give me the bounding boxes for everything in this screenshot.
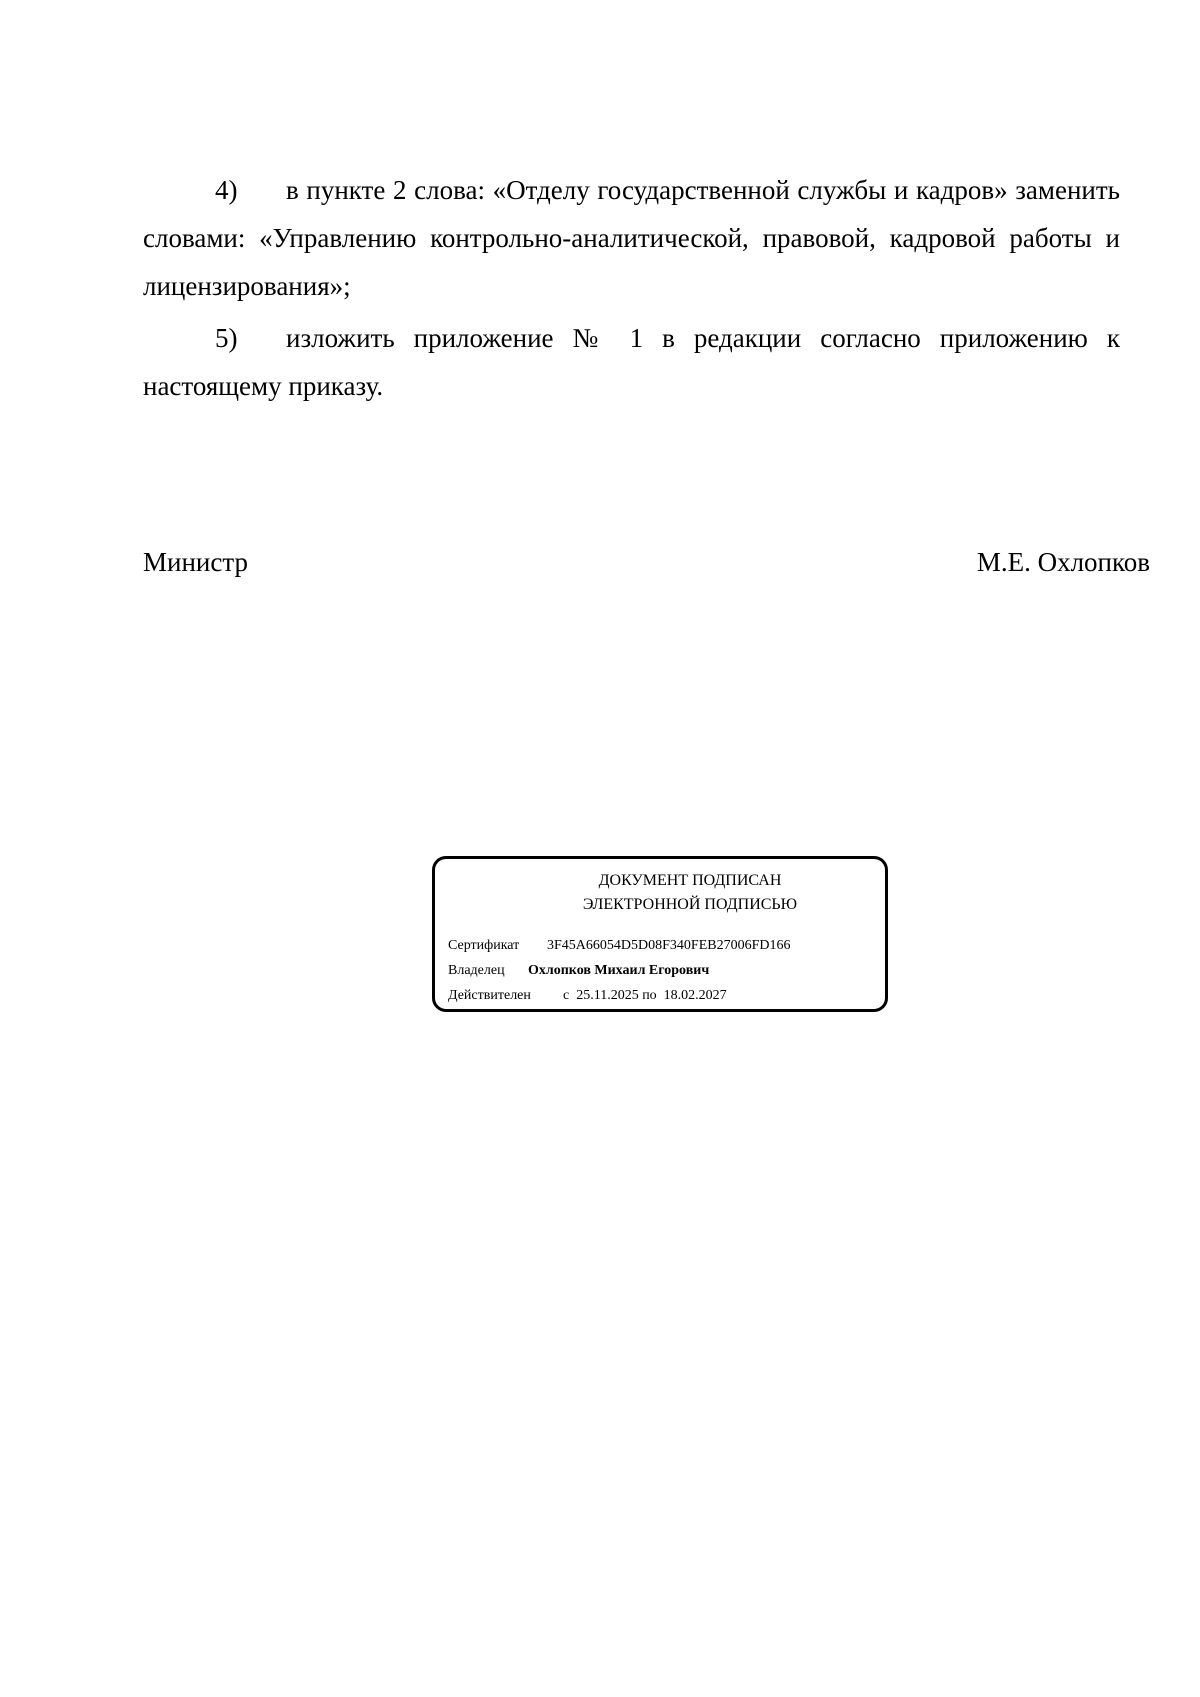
item-number: 4) <box>215 175 238 205</box>
validity-label: Действителен <box>448 988 531 1003</box>
signer-name: М.Е. Охлопков <box>976 547 1150 577</box>
owner-value: Охлопков Михаил Егорович <box>528 963 710 978</box>
owner-label: Владелец <box>448 963 505 978</box>
stamp-title-line: ЭЛЕКТРОННОЙ ПОДПИСЬЮ <box>582 896 798 913</box>
stamp-title-line: ДОКУМЕНТ ПОДПИСАН <box>598 872 782 889</box>
list-item <box>143 166 1120 310</box>
signature-row <box>143 538 1150 586</box>
stamp-owner-row <box>448 961 709 981</box>
item-text: изложить приложение № 1 в редакции согласно приложению к настоящему приказу. <box>143 323 1120 401</box>
stamp-validity-row <box>448 986 727 1006</box>
item-text: в пункте 2 слова: «Отделу государственной службы и кадров» заменить словами: «Управлению контрольно-аналитической, правовой, кадровой работы и лицензирования»; <box>143 175 1120 301</box>
certificate-value: 3F45A66054D5D08F340FEB27006FD166 <box>547 938 791 953</box>
stamp-certificate-row <box>448 936 790 956</box>
electronic-signature-stamp <box>432 856 888 1012</box>
signer-position: Министр <box>143 547 248 577</box>
list-item <box>143 314 1120 410</box>
certificate-label: Сертификат <box>448 938 520 953</box>
stamp-title <box>435 869 885 917</box>
validity-value: с 25.11.2025 по 18.02.2027 <box>563 988 727 1003</box>
item-number: 5) <box>215 323 238 353</box>
